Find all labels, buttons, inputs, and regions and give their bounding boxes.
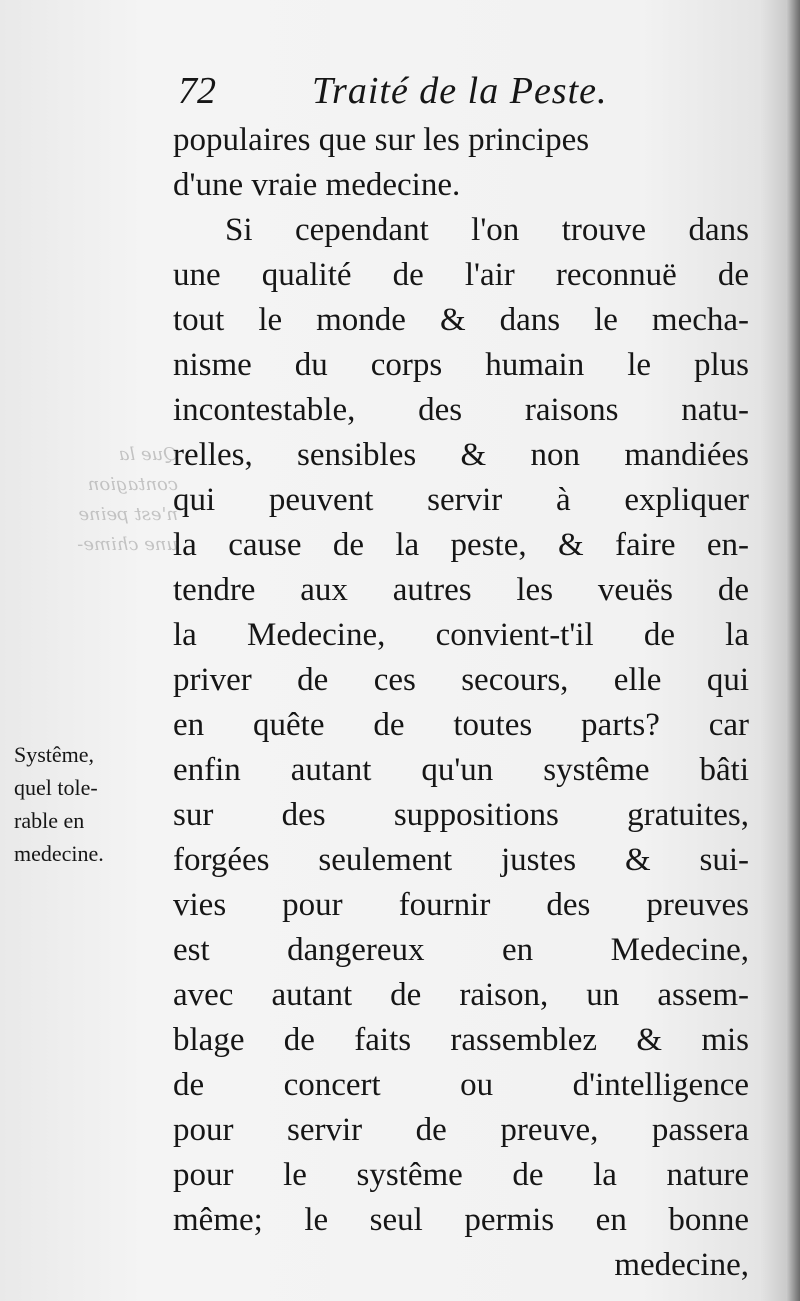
text-line: relles, sensibles & non mandiées [173, 437, 749, 473]
body-text [173, 118, 749, 1288]
text-line: vies pour fournir des preuves [173, 887, 749, 923]
text-line: une qualité de l'air reconnuë de [173, 257, 749, 293]
margin-note-line: Systême, [14, 742, 95, 767]
text-line: pour servir de preuve, passera [173, 1112, 749, 1148]
bleed-through-text: Que la contagion n'est peine une chime- [77, 444, 178, 555]
margin-note-line: quel tole- [14, 775, 98, 800]
text-line: qui peuvent servir à expliquer [173, 482, 749, 518]
text-line: priver de ces secours, elle qui [173, 662, 749, 698]
running-title: Traité de la Peste. [312, 70, 608, 112]
margin-note [14, 738, 169, 870]
text-line: d'une vraie medecine. [173, 167, 461, 203]
text-line: enfin autant qu'un systême bâti [173, 752, 749, 788]
margin-note-line: medecine. [14, 841, 104, 866]
text-line: incontestable, des raisons natu- [173, 392, 749, 428]
text-line: Si cependant l'on trouve dans [225, 212, 749, 248]
text-line: pour le systême de la nature [173, 1157, 749, 1193]
text-line: de concert ou d'intelligence [173, 1067, 749, 1103]
text-line: nisme du corps humain le plus [173, 347, 749, 383]
running-header [178, 66, 738, 116]
text-line: tout le monde & dans le mecha- [173, 302, 749, 338]
text-line: sur des suppositions gratuites, [173, 797, 749, 833]
text-line: avec autant de raison, un assem- [173, 977, 749, 1013]
margin-note-line: rable en [14, 808, 85, 833]
text-line: en quête de toutes parts? car [173, 707, 749, 743]
text-line: blage de faits rassemblez & mis [173, 1022, 749, 1058]
text-line: forgées seulement justes & sui- [173, 842, 749, 878]
text-line: tendre aux autres les veuës de [173, 572, 749, 608]
text-line: même; le seul permis en bonne [173, 1202, 749, 1238]
page-number: 72 [178, 70, 216, 112]
text-line: est dangereux en Medecine, [173, 932, 749, 968]
text-line: medecine, [614, 1247, 749, 1283]
book-spine-shadow [786, 0, 800, 1301]
text-line: populaires que sur les principes [173, 122, 590, 158]
text-line: la Medecine, convient-t'il de la [173, 617, 749, 653]
text-line: la cause de la peste, & faire en- [173, 527, 749, 563]
